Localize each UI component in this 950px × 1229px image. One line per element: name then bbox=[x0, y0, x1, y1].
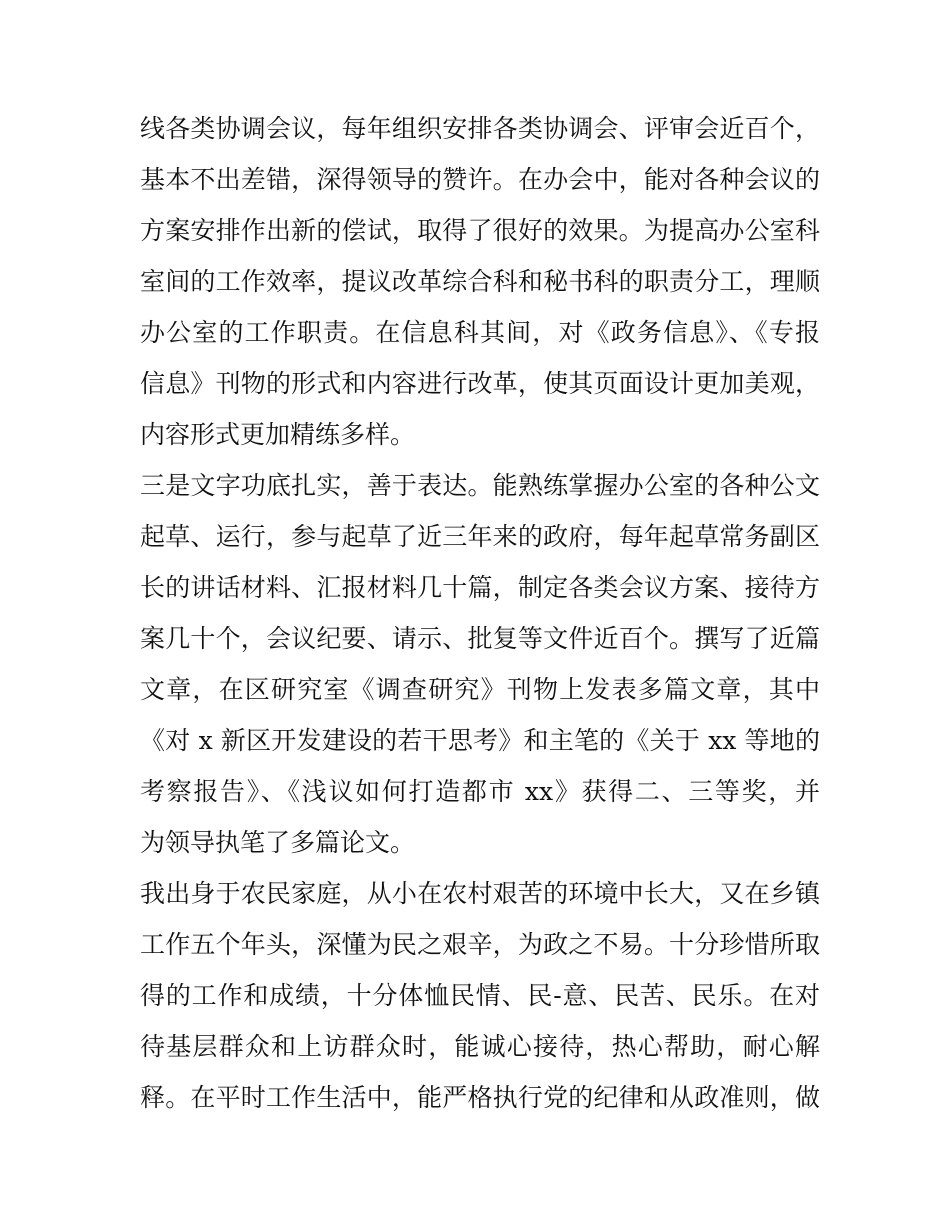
text-line: 三是文字功底扎实，善于表达。能熟练掌握办公室的各种公文 bbox=[140, 471, 820, 500]
text-line: 室间的工作效率，提议改革综合科和秘书科的职责分工，理顺 bbox=[140, 267, 820, 296]
text-line: 长的讲话材料、汇报材料几十篇，制定各类会议方案、接待方 bbox=[140, 573, 820, 602]
text-line: 释。在平时工作生活中，能严格执行党的纪律和从政准则，做 bbox=[140, 1083, 820, 1112]
text-line: 考察报告》、《浅议如何打造都市 xx》获得二、三等奖，并 bbox=[140, 777, 820, 806]
text-line: 线各类协调会议，每年组织安排各类协调会、评审会近百个， bbox=[140, 114, 820, 143]
text-line: 信息》刊物的形式和内容进行改革，使其页面设计更加美观， bbox=[140, 369, 820, 398]
text-line: 为领导执笔了多篇论文。 bbox=[140, 828, 416, 857]
text-line: 我出身于农民家庭，从小在农村艰苦的环境中长大，又在乡镇 bbox=[140, 879, 820, 908]
text-line: 办公室的工作职责。在信息科其间，对《政务信息》、《专报 bbox=[140, 318, 820, 347]
text-line: 方案安排作出新的偿试，取得了很好的效果。为提高办公室科 bbox=[140, 216, 820, 245]
text-line: 内容形式更加精练多样。 bbox=[140, 420, 416, 449]
text-line: 案几十个，会议纪要、请示、批复等文件近百个。撰写了近篇 bbox=[140, 624, 820, 653]
text-line: 起草、运行，参与起草了近三年来的政府，每年起草常务副区 bbox=[140, 522, 820, 551]
text-line: 《对 x 新区开发建设的若干思考》和主笔的《关于 xx 等地的 bbox=[140, 726, 820, 755]
text-line: 工作五个年头，深懂为民之艰辛，为政之不易。十分珍惜所取 bbox=[140, 930, 820, 959]
text-line: 基本不出差错，深得领导的赞许。在办会中，能对各种会议的 bbox=[140, 165, 820, 194]
text-line: 文章，在区研究室《调查研究》刊物上发表多篇文章，其中 bbox=[140, 675, 820, 704]
text-line: 待基层群众和上访群众时，能诚心接待，热心帮助，耐心解 bbox=[140, 1032, 820, 1061]
text-line: 得的工作和成绩，十分体恤民情、民-意、民苦、民乐。在对 bbox=[140, 981, 820, 1010]
body-text bbox=[140, 103, 820, 1123]
